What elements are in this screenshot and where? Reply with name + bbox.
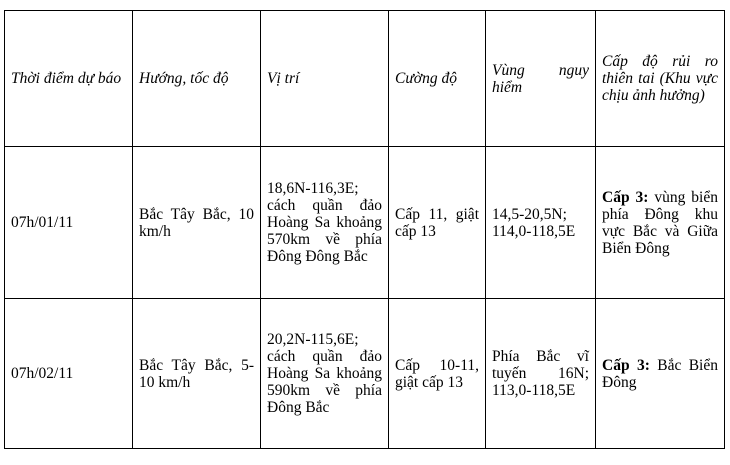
cell-position: 18,6N-116,3E; cách quần đảo Hoàng Sa khoảng 570km về phía Đông Đông Bắc [261, 147, 389, 299]
cell-danger-zone: Phía Bắc vĩ tuyến 16N; 113,0-118,5E [486, 299, 596, 449]
risk-level-area: vùng biển phía Đông khu vực Bắc và Giữa Biển Đông [602, 188, 718, 257]
header-position: Vị trí [261, 11, 389, 147]
header-danger-zone: Vùng nguy hiểm [486, 11, 596, 147]
risk-level-label: Cấp 3: [602, 356, 650, 374]
header-direction-speed: Hướng, tốc độ [133, 11, 261, 147]
risk-level-label: Cấp 3: [602, 188, 649, 206]
risk-level-area: Bắc Biển Đông [602, 356, 718, 391]
cell-danger-zone: 14,5-20,5N; 114,0-118,5E [486, 147, 596, 299]
cell-forecast-time: 07h/01/11 [5, 147, 133, 299]
cell-intensity: Cấp 10-11, giật cấp 13 [389, 299, 486, 449]
table-header-row [5, 11, 725, 147]
cell-direction-speed: Bắc Tây Bắc, 10 km/h [133, 147, 261, 299]
header-forecast-time: Thời điểm dự báo [5, 11, 133, 147]
cell-direction-speed: Bắc Tây Bắc, 5-10 km/h [133, 299, 261, 449]
table-row [5, 147, 725, 299]
forecast-table [4, 10, 725, 449]
table-row [5, 299, 725, 449]
cell-intensity: Cấp 11, giật cấp 13 [389, 147, 486, 299]
header-risk-level: Cấp độ rủi ro thiên tai (Khu vực chịu ảnh hưởng) [596, 11, 725, 147]
cell-risk-level [596, 299, 725, 449]
cell-forecast-time: 07h/02/11 [5, 299, 133, 449]
cell-risk-level [596, 147, 725, 299]
header-intensity: Cường độ [389, 11, 486, 147]
cell-position: 20,2N-115,6E; cách quần đảo Hoàng Sa khoảng 590km về phía Đông Bắc [261, 299, 389, 449]
